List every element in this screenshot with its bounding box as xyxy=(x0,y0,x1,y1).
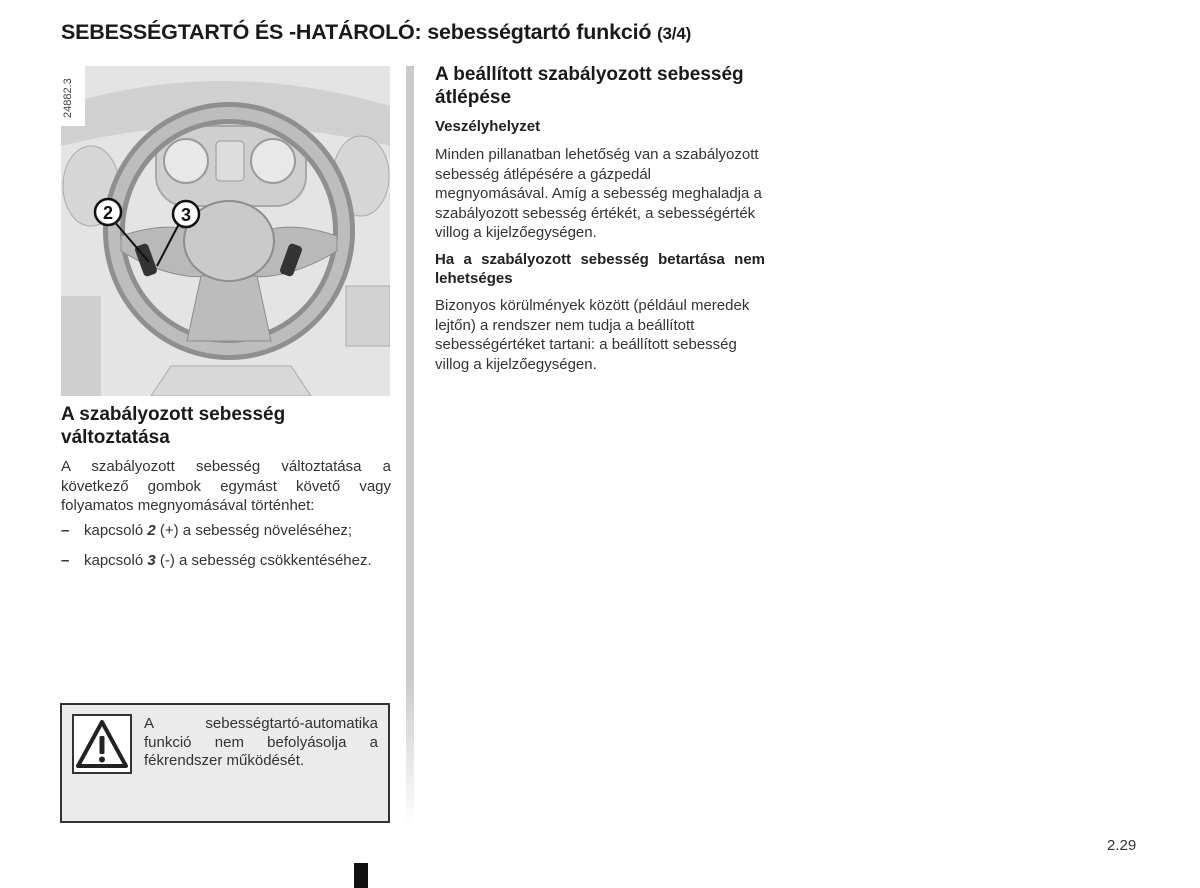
right-section-heading: A beállított szabályozott sebesség átlépése xyxy=(435,64,744,108)
switch-bullet-list xyxy=(61,521,391,580)
warning-box xyxy=(60,703,390,823)
warning-triangle-icon xyxy=(72,714,132,774)
list-item-prefix: kapcsoló xyxy=(84,522,148,539)
warning-text: A sebességtartó-automatika funkció nem befolyásolja a fékrendszer működését. xyxy=(144,715,378,769)
list-dash: – xyxy=(61,551,70,569)
page-title xyxy=(61,20,1061,45)
switch-key-3: 3 xyxy=(147,551,156,569)
list-dash: – xyxy=(61,522,70,539)
right-paragraph-not-possible: Bizonyos körülmények között (például meredek lejtőn) a rendszer nem tudja a beállított sebességértéket tartani: a beállított sebesség villog a kijelzőegységen. xyxy=(435,297,750,373)
list-item-suffix: (-) a sebesség csökkentéséhez. xyxy=(155,551,372,569)
column-divider xyxy=(406,66,414,826)
callout-2: 2 xyxy=(102,203,114,223)
illustration-code-box xyxy=(61,66,85,126)
left-section-heading: A szabályozott sebesség változtatása xyxy=(61,404,286,448)
right-paragraph-emergency: Minden pillanatban lehetőség van a szabályozott sebesség átlépésére a gázpedál megnyomásával. Amíg a sebesség meghaladja a szabályozott sebesség értékét, a sebességérték villog a kijelzőegységen. xyxy=(435,146,762,241)
list-item xyxy=(61,551,391,571)
page-number: 2.29 xyxy=(1107,837,1137,854)
illustration-code: 24882.3 xyxy=(62,78,74,118)
list-item-suffix: (+) a sebesség növeléséhez; xyxy=(155,522,353,539)
steering-wheel-icon xyxy=(61,66,390,396)
list-item-prefix: kapcsoló xyxy=(84,551,148,569)
switch-key-2: 2 xyxy=(147,522,156,539)
left-section-paragraph: A szabályozott sebesség változtatása a következő gombok egymást követő vagy folyamatos megnyomásával történhet: xyxy=(61,458,391,514)
page-title-text: SEBESSÉGTARTÓ ÉS -HATÁROLÓ: sebességtartó funkció xyxy=(61,20,652,44)
page-title-suffix: (3/4) xyxy=(657,24,692,43)
right-subheading-not-possible: Ha a szabályozott sebesség betartása nem lehetséges xyxy=(435,251,765,287)
callout-3: 3 xyxy=(180,205,192,225)
page-edge-mark xyxy=(354,863,368,888)
right-subheading-emergency: Veszélyhelyzet xyxy=(435,118,541,135)
list-item xyxy=(61,521,391,541)
steering-wheel-illustration xyxy=(61,66,390,396)
